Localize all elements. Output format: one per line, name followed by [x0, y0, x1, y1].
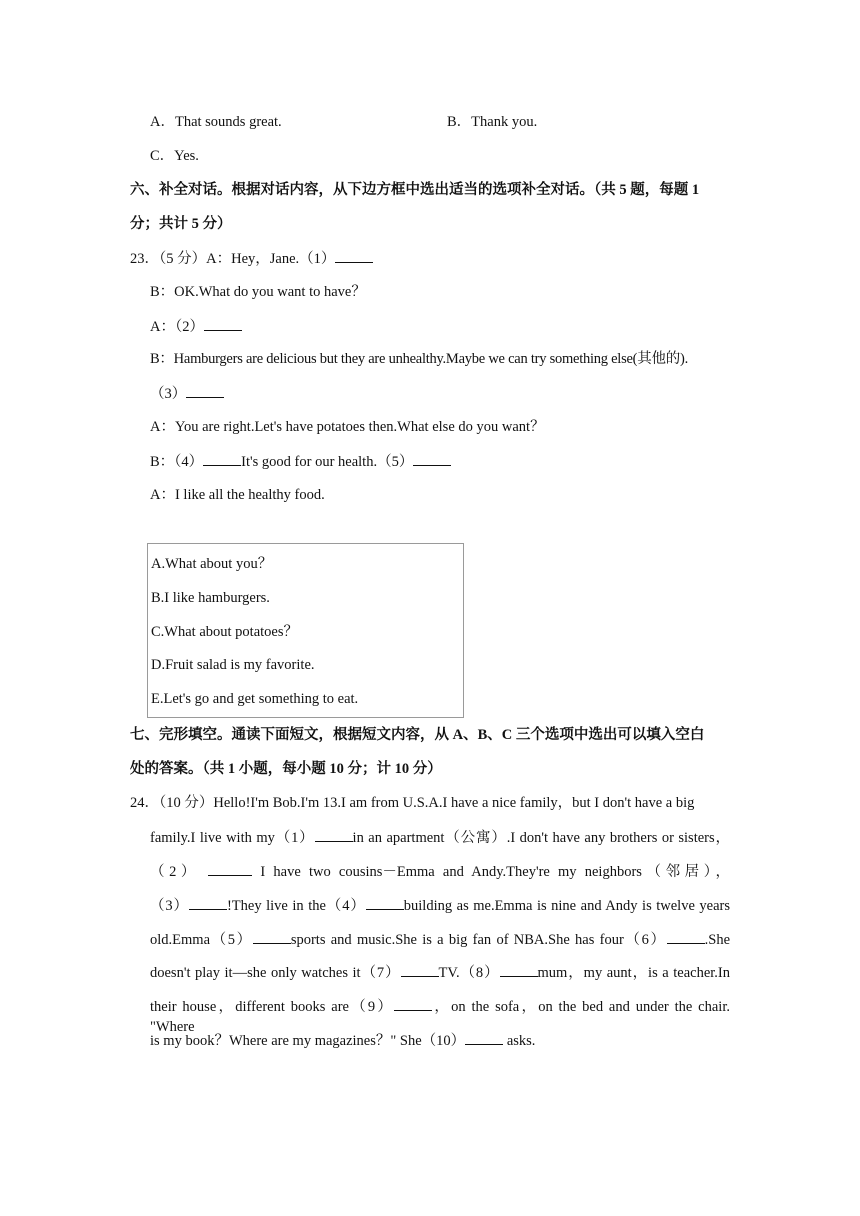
- answer-blank-1[interactable]: [335, 248, 373, 263]
- q24-line3-a: （2）: [150, 864, 200, 880]
- q24-line5-b: sports and music.She is a big fan of NBA.She has four（6）: [290, 932, 667, 948]
- box-option-d: D.Fruit salad is my favorite.: [151, 657, 315, 673]
- q24-line2: [150, 827, 730, 848]
- q24-line7-b: ，on the sofa，on the bed and under the chair. "Where: [150, 999, 730, 1035]
- q24-line5: [150, 929, 730, 950]
- section7-heading-line2: 处的答案。（共 1 小题，每小题 10 分；计 10 分）: [130, 761, 442, 777]
- q24-line4-a: （3）: [150, 898, 189, 914]
- cloze-blank-1[interactable]: [315, 827, 353, 842]
- q23-line6: A：You are right.Let's have potatoes then.What else do you want？: [150, 419, 545, 435]
- q24-line6-a: doesn't play it—she only watches it（7）: [150, 965, 401, 981]
- option-a: A．That sounds great.: [150, 114, 282, 130]
- cloze-blank-3[interactable]: [189, 895, 227, 910]
- q24-line6-c: mum，my aunt，is a teacher.In: [537, 965, 730, 981]
- cloze-blank-8[interactable]: [500, 962, 538, 977]
- answer-blank-3[interactable]: [186, 383, 224, 398]
- box-option-e: E.Let's go and get something to eat.: [151, 691, 359, 707]
- q24-line2-a: family.I live with my（1）: [150, 830, 315, 846]
- q24-line4-c: building as me.Emma is nine and Andy is twelve years: [403, 898, 731, 914]
- q24-line8: [150, 1030, 535, 1051]
- option-b: B．Thank you.: [447, 114, 538, 130]
- section7-heading-line1: 七、完形填空。通读下面短文，根据短文内容，从 A、B、C 三个选项中选出可以填入空白: [130, 727, 705, 743]
- cloze-blank-4[interactable]: [366, 895, 404, 910]
- option-box: [147, 543, 464, 718]
- q23-line3-text: A：（2）: [150, 319, 204, 335]
- q24-line8-b: asks.: [506, 1033, 536, 1049]
- q24-line7-a: their house，different books are（9）: [150, 999, 395, 1015]
- q24-line3-b: I have two cousins－Emma and Andy.They're my neighbors（邻居），: [260, 864, 731, 880]
- q24-line5-a: old.Emma（5）: [150, 932, 253, 948]
- q23-line3: [150, 316, 242, 337]
- answer-blank-4[interactable]: [203, 451, 241, 466]
- q23-line2: B：OK.What do you want to have？: [150, 284, 366, 300]
- q23-line8: A：I like all the healthy food.: [150, 487, 325, 503]
- q24-line3: [150, 861, 730, 882]
- option-c: C．Yes.: [150, 148, 199, 164]
- cloze-blank-5[interactable]: [253, 929, 291, 944]
- answer-blank-5[interactable]: [413, 451, 451, 466]
- cloze-blank-2[interactable]: [208, 861, 252, 876]
- section6-heading-line2: 分；共计 5 分）: [130, 216, 232, 232]
- q24-line2-b: in an apartment（公寓）.I don't have any brothers or sisters，: [352, 830, 730, 846]
- cloze-blank-9[interactable]: [394, 996, 432, 1011]
- q23-line7-text: B：（4）: [150, 454, 204, 470]
- box-option-b: B.I like hamburgers.: [151, 590, 270, 606]
- q24-line8-a: is my book？Where are my magazines？" She（10）: [150, 1033, 466, 1049]
- q23-line5: [150, 383, 224, 404]
- q23-line1: [130, 248, 373, 269]
- cloze-blank-6[interactable]: [667, 929, 705, 944]
- answer-blank-2[interactable]: [204, 316, 242, 331]
- q24-line4-b: !They live in the（4）: [226, 898, 366, 914]
- q24-line6: [150, 962, 730, 983]
- cloze-blank-10[interactable]: [465, 1030, 503, 1045]
- q23-line7-mid: It's good for our health.（5）: [241, 454, 414, 470]
- q24-line5-c: .She: [704, 932, 730, 948]
- box-option-a: A.What about you？: [151, 556, 273, 572]
- q23-line7: [150, 451, 451, 472]
- q23-line4: B：Hamburgers are delicious but they are unhealthy.Maybe we can try something else(其他的).: [150, 351, 688, 367]
- box-option-c: C.What about potatoes？: [151, 624, 298, 640]
- q24-line6-b: TV.（8）: [438, 965, 500, 981]
- q24-line4: [150, 895, 730, 916]
- cloze-blank-7[interactable]: [401, 962, 439, 977]
- q23-line5-text: （3）: [150, 386, 187, 402]
- q24-line1: 24．（10 分）Hello!I'm Bob.I'm 13.I am from U.S.A.I have a nice family，but I don't have a big: [130, 795, 695, 811]
- section6-heading-line1: 六、补全对话。根据对话内容，从下边方框中选出适当的选项补全对话。（共 5 题，每题 1: [130, 182, 700, 198]
- q23-line1-text: 23．（5 分）A：Hey，Jane.（1）: [130, 251, 336, 267]
